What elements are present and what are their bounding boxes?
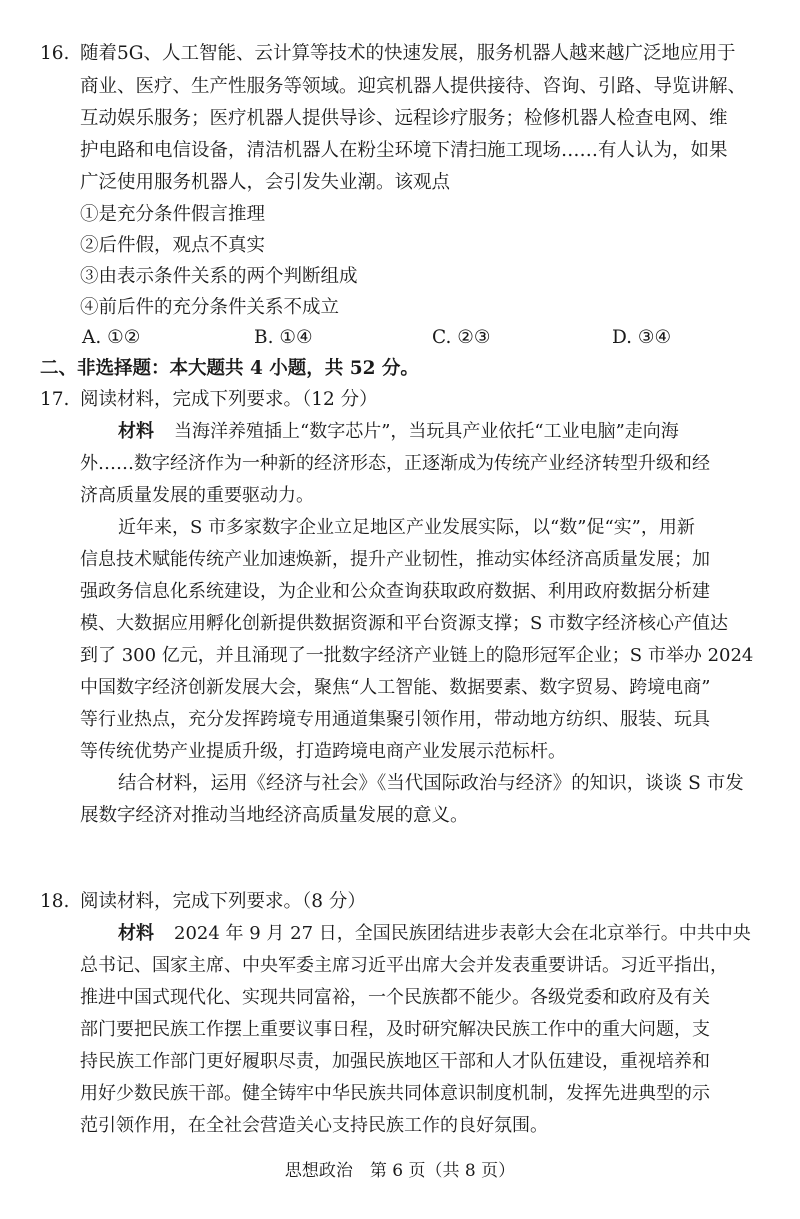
q16-statement-1: ①是充分条件假言推理 <box>80 204 266 225</box>
question-18-number: 18. <box>40 891 70 912</box>
q17-task-line: 展数字经济对推动当地经济高质量发展的意义。 <box>80 805 469 826</box>
q16-stem-line: 互动娱乐服务；医疗机器人提供导诊、远程诊疗服务；检修机器人检查电网、维 <box>80 108 728 129</box>
q18-material-line: 用好少数民族干部。健全铸牢中华民族共同体意识制度机制，发挥先进典型的示 <box>80 1083 710 1104</box>
q17-task-line: 结合材料，运用《经济与社会》《当代国际政治与经济》的知识，谈谈 S 市发 <box>118 773 744 794</box>
q16-option-b: B. ①④ <box>254 327 313 348</box>
q18-material-line: 总书记、国家主席、中央军委主席习近平出席大会并发表重要讲话。习近平指出， <box>80 955 728 976</box>
q17-material-line: 当海洋养殖插上“数字芯片”，当玩具产业依托“工业电脑”走向海 <box>174 421 679 442</box>
q18-material-label: 材料 <box>118 923 154 944</box>
q16-statement-4: ④前后件的充分条件关系不成立 <box>80 297 340 318</box>
question-17-number: 17. <box>40 389 70 410</box>
q17-material-line: 等行业热点，充分发挥跨境专用通道集聚引领作用，带动地方纺织、服装、玩具 <box>80 709 710 730</box>
q16-option-c: C. ②③ <box>432 327 491 348</box>
q17-material-line: 近年来，S 市多家数字企业立足地区产业发展实际，以“数”促“实”，用新 <box>118 517 695 538</box>
q16-stem-line: 广泛使用服务机器人，会引发失业潮。该观点 <box>80 172 451 193</box>
q17-material-line: 等传统优势产业提质升级，打造跨境电商产业发展示范标杆。 <box>80 741 566 762</box>
page-footer: 思想政治 第 6 页（共 8 页） <box>284 1161 516 1181</box>
q18-material-line: 2024 年 9 月 27 日，全国民族团结进步表彰大会在北京举行。中共中央 <box>174 923 751 944</box>
q17-material-line: 中国数字经济创新发展大会，聚焦“人工智能、数据要素、数字贸易、跨境电商” <box>80 677 711 698</box>
q17-prompt: 阅读材料，完成下列要求。（12 分） <box>80 389 378 410</box>
q17-material-line: 强政务信息化系统建设，为企业和公众查询获取政府数据、利用政府数据分析建 <box>80 581 710 602</box>
q17-material-label: 材料 <box>118 421 154 442</box>
q17-material-line: 模、大数据应用孵化创新提供数据资源和平台资源支撑；S 市数字经济核心产值达 <box>80 613 729 634</box>
q16-statement-2: ②后件假，观点不真实 <box>80 235 266 256</box>
q17-material-line: 济高质量发展的重要驱动力。 <box>80 485 314 506</box>
section-2-heading: 二、非选择题：本大题共 4 小题，共 52 分。 <box>40 358 419 379</box>
q16-stem-line: 随着5G、人工智能、云计算等技术的快速发展，服务机器人越来越广泛地应用于 <box>80 43 736 64</box>
q17-material-line: 信息技术赋能传统产业加速焕新，提升产业韧性，推动实体经济高质量发展；加 <box>80 549 710 570</box>
q16-stem-line: 护电路和电信设备，清洁机器人在粉尘环境下清扫施工现场……有人认为，如果 <box>80 140 728 161</box>
q16-option-d: D. ③④ <box>612 327 672 348</box>
q18-prompt: 阅读材料，完成下列要求。（8 分） <box>80 891 366 912</box>
q18-material-line: 持民族工作部门更好履职尽责，加强民族地区干部和人才队伍建设，重视培养和 <box>80 1051 710 1072</box>
q18-material-line: 推进中国式现代化、实现共同富裕，一个民族都不能少。各级党委和政府及有关 <box>80 987 710 1008</box>
question-16-number: 16. <box>40 43 70 64</box>
q17-material-line: 外……数字经济作为一种新的经济形态，正逐渐成为传统产业经济转型升级和经 <box>80 453 710 474</box>
q16-statement-3: ③由表示条件关系的两个判断组成 <box>80 266 358 287</box>
q18-material-line: 部门要把民族工作摆上重要议事日程，及时研究解决民族工作中的重大问题，支 <box>80 1019 710 1040</box>
q16-stem-line: 商业、医疗、生产性服务等领域。迎宾机器人提供接待、咨询、引路、导览讲解、 <box>80 76 747 97</box>
q17-material-line: 到了 300 亿元，并且涌现了一批数字经济产业链上的隐形冠军企业；S 市举办 2024 <box>80 645 754 666</box>
q18-material-line: 范引领作用，在全社会营造关心支持民族工作的良好氛围。 <box>80 1115 548 1136</box>
q16-option-a: A. ①② <box>82 327 141 348</box>
